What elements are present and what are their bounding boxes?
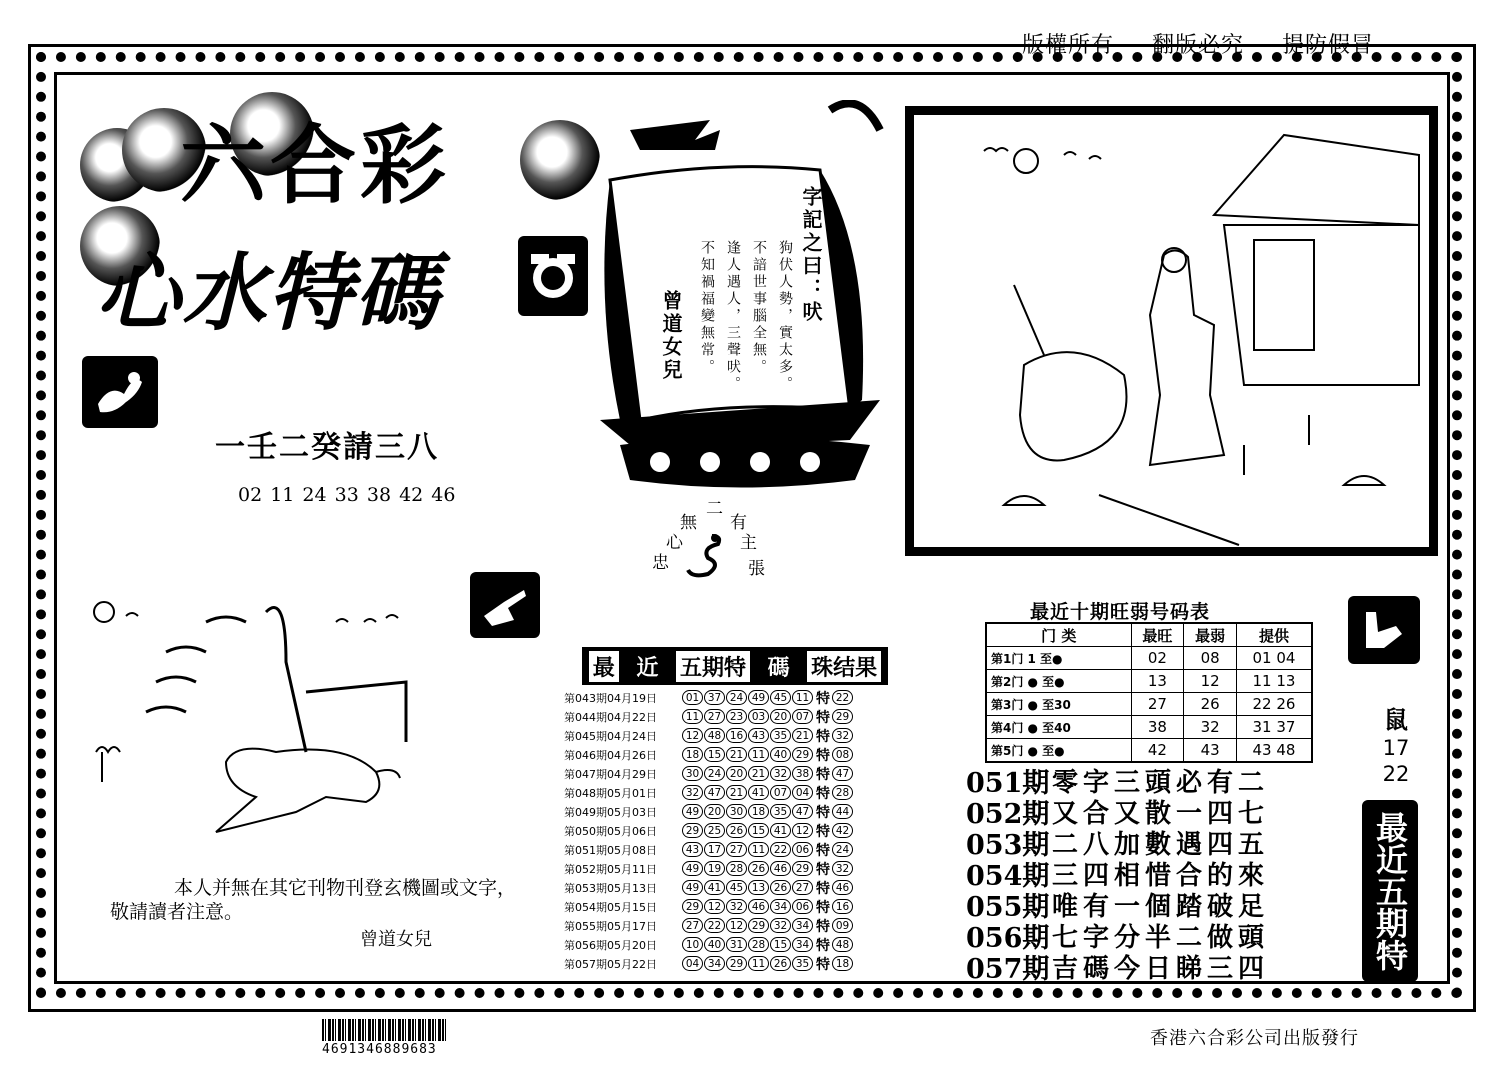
- poem-period: 052期: [966, 799, 1050, 830]
- draw-period: 第047期04月29日: [564, 767, 657, 781]
- author-notice: [110, 876, 516, 924]
- special-ball: 24: [832, 842, 853, 857]
- table-row: [564, 707, 894, 726]
- history-header-text: 五期特: [676, 651, 750, 682]
- cell-cold: 32: [1184, 716, 1237, 739]
- number-ball: 23: [726, 709, 747, 724]
- table-row: [564, 802, 894, 821]
- special-ball: 44: [832, 804, 853, 819]
- history-header: [582, 647, 888, 685]
- cell-hot: 27: [1131, 693, 1184, 716]
- cell-hot: 42: [1131, 739, 1184, 763]
- lady-illustration-frame: [905, 106, 1438, 556]
- poem-period: 053期: [966, 830, 1050, 861]
- special-label: 特: [816, 709, 830, 726]
- publisher: 香港六合彩公司出版發行: [1150, 1028, 1359, 1049]
- number-ball: 22: [770, 842, 791, 857]
- logo-bubble: [520, 120, 600, 200]
- special-label: 特: [816, 785, 830, 802]
- anti-piracy-text: 翻版必究: [1152, 33, 1245, 58]
- number-ball: 37: [704, 690, 725, 705]
- table-row: [564, 954, 894, 973]
- draw-period: 第052期05月11日: [564, 862, 657, 876]
- number-ball: 45: [726, 880, 747, 895]
- sail-line: 不諳世事腦全無。: [751, 240, 767, 376]
- cell-offer: 43 48: [1236, 739, 1312, 763]
- zodiac-number: 22: [1382, 762, 1410, 786]
- number-ball: 16: [726, 728, 747, 743]
- number-ball: 17: [704, 842, 725, 857]
- table-row: [564, 916, 894, 935]
- number-ball: 32: [770, 918, 791, 933]
- cell-cold: 43: [1184, 739, 1237, 763]
- draw-period: 第056期05月20日: [564, 938, 657, 952]
- snake-word: 無: [680, 513, 697, 533]
- history-table: [564, 688, 894, 973]
- number-ball: 27: [726, 842, 747, 857]
- number-ball: 49: [682, 804, 703, 819]
- poem-list: [966, 765, 1270, 985]
- poem-period: 056期: [966, 923, 1050, 954]
- sail-line: 逢人遇人，三聲吠。: [725, 240, 741, 393]
- number-ball: 49: [682, 880, 703, 895]
- column-header: 门 类: [986, 623, 1131, 647]
- number-ball: 06: [792, 899, 813, 914]
- number-ball: 46: [748, 899, 769, 914]
- number-ball: 30: [726, 804, 747, 819]
- poem-text: 七字分半二做頭: [1052, 923, 1270, 953]
- table-row: [564, 935, 894, 954]
- poem-period: 051期: [966, 768, 1050, 799]
- number-ball: 22: [704, 918, 725, 933]
- special-label: 特: [816, 690, 830, 707]
- draw-period: 第050期05月06日: [564, 824, 657, 838]
- number-ball: 10: [682, 937, 703, 952]
- barcode-number: 4691346889683: [322, 1042, 437, 1057]
- hand-gesture-icon: [1348, 596, 1420, 664]
- number-ball: 04: [792, 785, 813, 800]
- history-header-text: 珠结果: [807, 651, 881, 682]
- draw-period: 第043期04月19日: [564, 691, 657, 705]
- strength-table-title: 最近十期旺弱号码表: [1030, 601, 1211, 623]
- number-ball: 31: [726, 937, 747, 952]
- number-ball: 07: [770, 785, 791, 800]
- poem-text: 吉碼今日睇三四: [1052, 954, 1270, 984]
- history-header-text: 近: [636, 655, 659, 681]
- special-label: 特: [816, 899, 830, 916]
- riddle-numbers: 02 11 24 33 38 42 46: [238, 484, 456, 506]
- sail-line: 不知禍福變無常。: [699, 240, 715, 376]
- snake-word: 心: [666, 533, 683, 553]
- number-ball: 03: [748, 709, 769, 724]
- number-ball: 12: [704, 899, 725, 914]
- cell-offer: 11 13: [1236, 670, 1312, 693]
- cell-cold: 26: [1184, 693, 1237, 716]
- number-ball: 13: [748, 880, 769, 895]
- number-ball: 11: [792, 690, 813, 705]
- history-header-text: 碼: [767, 655, 790, 681]
- poem-badge: 最近五期特码诗: [1362, 800, 1418, 982]
- special-ball: 08: [832, 747, 853, 762]
- special-label: 特: [816, 747, 830, 764]
- column-header: 最弱: [1184, 623, 1237, 647]
- number-ball: 07: [792, 709, 813, 724]
- column-header: 提供: [1236, 623, 1312, 647]
- number-ball: 29: [792, 747, 813, 762]
- copyright-notice: [1022, 28, 1404, 59]
- number-ball: 29: [792, 861, 813, 876]
- number-ball: 26: [726, 823, 747, 838]
- number-ball: 27: [682, 918, 703, 933]
- number-ball: 35: [770, 728, 791, 743]
- logo-subtitle: 心水特碼: [96, 244, 441, 342]
- notice-line: 敬請讀者注意。: [110, 901, 244, 923]
- number-ball: 34: [770, 899, 791, 914]
- number-ball: 29: [682, 899, 703, 914]
- number-ball: 15: [770, 937, 791, 952]
- table-row: [564, 821, 894, 840]
- cell-offer: 31 37: [1236, 716, 1312, 739]
- number-ball: 21: [726, 747, 747, 762]
- number-ball: 06: [792, 842, 813, 857]
- draw-period: 第044期04月22日: [564, 710, 657, 724]
- number-ball: 26: [770, 956, 791, 971]
- cell-door: 第5门 ● 至●: [986, 739, 1131, 763]
- table-row: [986, 647, 1312, 670]
- number-ball: 35: [770, 804, 791, 819]
- number-ball: 11: [682, 709, 703, 724]
- number-ball: 28: [726, 861, 747, 876]
- special-ball: 18: [832, 956, 853, 971]
- number-ball: 19: [704, 861, 725, 876]
- number-ball: 45: [770, 690, 791, 705]
- special-label: 特: [816, 842, 830, 859]
- draw-period: 第046期04月26日: [564, 748, 657, 762]
- number-ball: 12: [726, 918, 747, 933]
- table-row: [986, 739, 1312, 763]
- draw-period: 第053期05月13日: [564, 881, 657, 895]
- special-ball: 47: [832, 766, 853, 781]
- number-ball: 43: [682, 842, 703, 857]
- signature: 曾道女兒: [360, 929, 432, 950]
- special-label: 特: [816, 956, 830, 973]
- number-ball: 46: [770, 861, 791, 876]
- cell-cold: 12: [1184, 670, 1237, 693]
- emblem-icon: [523, 246, 583, 306]
- special-label: 特: [816, 880, 830, 897]
- number-ball: 28: [748, 937, 769, 952]
- zodiac-char: 鼠: [1384, 706, 1408, 734]
- number-ball: 49: [682, 861, 703, 876]
- number-ball: 15: [748, 823, 769, 838]
- number-ball: 27: [704, 709, 725, 724]
- column-header: 最旺: [1131, 623, 1184, 647]
- number-ball: 48: [704, 728, 725, 743]
- number-ball: 11: [748, 747, 769, 762]
- number-ball: 21: [792, 728, 813, 743]
- history-header-text: 最: [589, 651, 619, 682]
- number-ball: 32: [726, 899, 747, 914]
- cell-cold: 08: [1184, 647, 1237, 670]
- table-row: [986, 716, 1312, 739]
- cell-hot: 02: [1131, 647, 1184, 670]
- draw-period: 第049期05月03日: [564, 805, 657, 819]
- number-ball: 26: [748, 861, 769, 876]
- number-ball: 29: [682, 823, 703, 838]
- draw-period: 第045期04月24日: [564, 729, 657, 743]
- table-row: [564, 726, 894, 745]
- number-ball: 29: [748, 918, 769, 933]
- sail-title: 字記之曰：吠: [799, 186, 823, 324]
- table-row: [986, 693, 1312, 716]
- number-ball: 41: [748, 785, 769, 800]
- special-ball: 28: [832, 785, 853, 800]
- number-ball: 38: [792, 766, 813, 781]
- zodiac-box: [1378, 700, 1414, 787]
- snake-word: 有: [730, 513, 747, 533]
- number-ball: 21: [748, 766, 769, 781]
- special-ball: 32: [832, 861, 853, 876]
- lady-illustration: [914, 115, 1429, 547]
- special-label: 特: [816, 728, 830, 745]
- snake-word: 主: [740, 533, 757, 553]
- number-ball: 15: [704, 747, 725, 762]
- number-ball: 34: [704, 956, 725, 971]
- number-ball: 30: [682, 766, 703, 781]
- special-label: 特: [816, 918, 830, 935]
- coin-emblem-icon: [518, 236, 588, 316]
- number-ball: 40: [704, 937, 725, 952]
- special-ball: 29: [832, 709, 853, 724]
- special-ball: 32: [832, 728, 853, 743]
- number-ball: 29: [726, 956, 747, 971]
- logo-title: 六合彩: [180, 116, 450, 216]
- number-ball: 35: [792, 956, 813, 971]
- copyright-text: 版權所有: [1022, 33, 1115, 58]
- cell-door: 第2门 ● 至●: [986, 670, 1131, 693]
- special-ball: 46: [832, 880, 853, 895]
- snake-word: 二: [706, 499, 723, 519]
- poem-text: 唯有一個踏破足: [1052, 892, 1270, 922]
- number-ball: 32: [770, 766, 791, 781]
- special-label: 特: [816, 861, 830, 878]
- snake-word: 張: [748, 559, 765, 579]
- poem-text: 零字三頭必有二: [1052, 768, 1270, 798]
- number-ball: 20: [770, 709, 791, 724]
- number-ball: 24: [726, 690, 747, 705]
- number-ball: 41: [704, 880, 725, 895]
- pig-tree-illustration: [86, 592, 486, 852]
- draw-period: 第055期05月17日: [564, 919, 657, 933]
- beware-fake-text: 提防假冒: [1282, 33, 1375, 58]
- draw-period: 第051期05月08日: [564, 843, 657, 857]
- number-ball: 34: [792, 918, 813, 933]
- sail-author: 曾道女兒: [659, 290, 683, 382]
- cell-hot: 13: [1131, 670, 1184, 693]
- cell-hot: 38: [1131, 716, 1184, 739]
- special-label: 特: [816, 937, 830, 954]
- number-ball: 47: [792, 804, 813, 819]
- number-ball: 21: [726, 785, 747, 800]
- draw-period: 第054期05月15日: [564, 900, 657, 914]
- table-row: [564, 897, 894, 916]
- table-row: [564, 840, 894, 859]
- draw-period: 第057期05月22日: [564, 957, 657, 971]
- poem-text: 又合又散一四七: [1052, 799, 1270, 829]
- special-label: 特: [816, 804, 830, 821]
- special-label: 特: [816, 766, 830, 783]
- number-ball: 47: [704, 785, 725, 800]
- number-ball: 04: [682, 956, 703, 971]
- number-ball: 32: [682, 785, 703, 800]
- riddle-text: 一壬二癸請三八: [215, 430, 439, 465]
- snake-word: 忠: [652, 553, 669, 573]
- number-ball: 49: [748, 690, 769, 705]
- number-ball: 41: [770, 823, 791, 838]
- poem-row: [966, 951, 1270, 985]
- table-row: [986, 670, 1312, 693]
- special-ball: 09: [832, 918, 853, 933]
- number-ball: 43: [748, 728, 769, 743]
- sailing-ship-illustration: [600, 100, 890, 500]
- poem-period: 054期: [966, 861, 1050, 892]
- number-ball: 34: [792, 937, 813, 952]
- number-ball: 24: [704, 766, 725, 781]
- cell-door: 第3门 ● 至30: [986, 693, 1131, 716]
- table-row: [564, 745, 894, 764]
- poem-period: 057期: [966, 954, 1050, 985]
- special-ball: 48: [832, 937, 853, 952]
- special-label: 特: [816, 823, 830, 840]
- barcode: [322, 1019, 448, 1041]
- cell-door: 第4门 ● 至40: [986, 716, 1131, 739]
- poem-text: 二八加數遇四五: [1052, 830, 1270, 860]
- number-ball: 26: [770, 880, 791, 895]
- number-ball: 12: [792, 823, 813, 838]
- table-row: [564, 878, 894, 897]
- number-ball: 25: [704, 823, 725, 838]
- special-ball: 16: [832, 899, 853, 914]
- number-ball: 12: [682, 728, 703, 743]
- poem-text: 三四相惜合的來: [1052, 861, 1270, 891]
- table-row: [564, 783, 894, 802]
- cell-door: 第1门 1 至●: [986, 647, 1131, 670]
- number-ball: 18: [748, 804, 769, 819]
- number-ball: 20: [704, 804, 725, 819]
- poem-period: 055期: [966, 892, 1050, 923]
- strength-table: [985, 622, 1313, 763]
- special-ball: 22: [832, 690, 853, 705]
- notice-line: 本人并無在其它刊物刊登玄機圖或文字，: [174, 877, 517, 899]
- cell-offer: 01 04: [1236, 647, 1312, 670]
- snake-icon: [682, 530, 728, 580]
- table-row: [564, 859, 894, 878]
- draw-period: 第048期05月01日: [564, 786, 657, 800]
- number-ball: 11: [748, 956, 769, 971]
- special-ball: 42: [832, 823, 853, 838]
- number-ball: 40: [770, 747, 791, 762]
- number-ball: 01: [682, 690, 703, 705]
- bird-hand-icon: [82, 356, 158, 428]
- cell-offer: 22 26: [1236, 693, 1312, 716]
- zodiac-number: 17: [1382, 736, 1410, 760]
- table-row: [564, 688, 894, 707]
- number-ball: 18: [682, 747, 703, 762]
- number-ball: 20: [726, 766, 747, 781]
- number-ball: 11: [748, 842, 769, 857]
- sail-line: 狗伏人勢，實太多。: [777, 240, 793, 393]
- number-ball: 27: [792, 880, 813, 895]
- table-row: [564, 764, 894, 783]
